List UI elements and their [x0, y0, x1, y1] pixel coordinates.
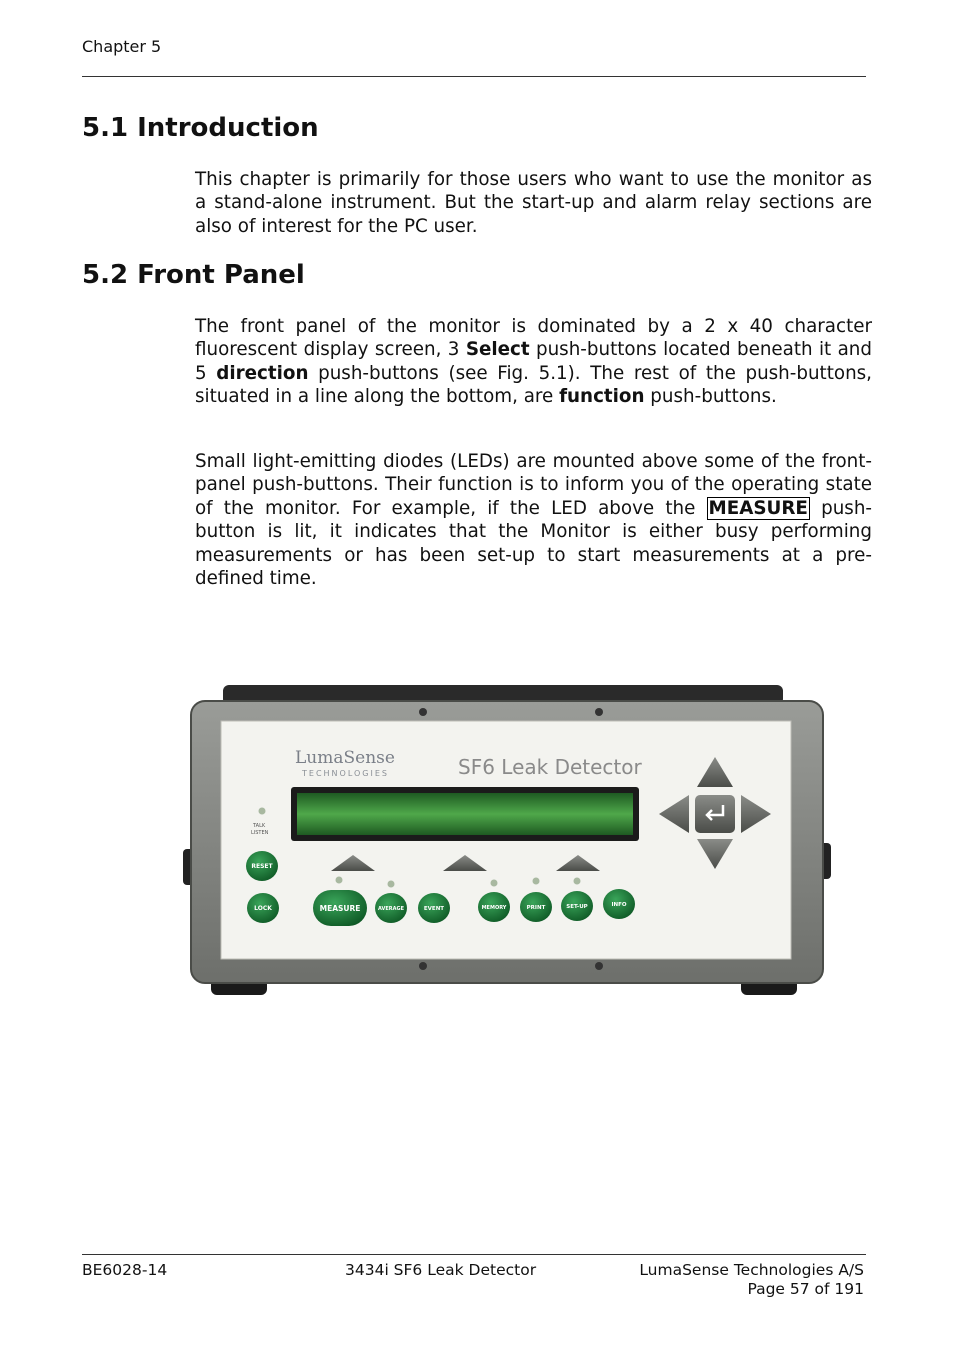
section-heading-introduction: 5.1 Introduction	[82, 113, 319, 143]
chapter-label: Chapter 5	[82, 37, 162, 56]
measure-button-label: MEASURE	[319, 904, 361, 913]
average-button[interactable]	[375, 893, 407, 923]
print-button-label: PRINT	[526, 905, 546, 911]
measure-led	[336, 877, 343, 884]
led-paragraph	[195, 450, 872, 590]
talk-label: TALK	[253, 823, 266, 829]
talk-led	[259, 808, 266, 815]
lock-button[interactable]	[247, 893, 279, 923]
device-title: SF6 Leak Detector	[458, 755, 642, 779]
event-button-label: EVENT	[423, 906, 445, 912]
memory-led	[491, 880, 498, 887]
footer-rule	[82, 1254, 866, 1255]
setup-button[interactable]	[561, 891, 593, 921]
section-heading-front-panel: 5.2 Front Panel	[82, 260, 305, 290]
setup-led	[574, 878, 581, 885]
print-button[interactable]	[520, 892, 552, 922]
screw	[419, 962, 427, 970]
setup-button-label: SET-UP	[566, 904, 588, 910]
listen-label: LISTEN	[251, 830, 269, 836]
brand-logo-subtext: TECHNOLOGIES	[302, 769, 389, 778]
text-run: The front panel of the monitor is dominated by a 2 x 40 character fluorescent display screen, 3	[195, 316, 872, 361]
reset-button-label: RESET	[251, 863, 273, 870]
header-rule	[82, 76, 866, 77]
text-run: push-buttons (see Fig. 5.1). The rest of the push-buttons, situated in a line along the bottom, are	[195, 362, 872, 408]
footer-product: 3434i SF6 Leak Detector	[345, 1261, 537, 1279]
screw	[595, 708, 603, 716]
front-panel-paragraph	[195, 315, 872, 409]
lock-button-label: LOCK	[254, 905, 272, 912]
print-led	[533, 878, 540, 885]
memory-button[interactable]	[478, 892, 510, 922]
measure-button[interactable]	[313, 890, 367, 926]
device-front-panel-photo	[183, 683, 831, 1001]
intro-paragraph: This chapter is primarily for those users who want to use the monitor as a stand-alone instrument. But the start-up and alarm relay sections are also of interest for the PC user.	[195, 169, 872, 237]
text-run: push-buttons.	[644, 386, 777, 408]
info-button-label: INFO	[611, 902, 627, 908]
screw	[419, 708, 427, 716]
memory-button-label: MEMORY	[481, 905, 507, 911]
brand-logo-text: LumaSense	[295, 748, 395, 768]
bold-term-function: function	[559, 386, 645, 408]
average-button-label: AVERAGE	[377, 906, 405, 912]
bold-term-select: Select	[465, 339, 530, 361]
footer-doc-id: BE6028-14	[82, 1261, 168, 1279]
info-button[interactable]	[603, 889, 635, 919]
footer-company: LumaSense Technologies A/S	[639, 1261, 864, 1279]
text-run: Small light-emitting diodes (LEDs) are mounted above some of the front-panel push-buttons. Their function is to inform you of the operating state of the monitor. For example, if the LED above the	[195, 451, 872, 519]
event-button[interactable]	[418, 893, 450, 923]
reset-button[interactable]	[246, 851, 278, 881]
bold-term-direction: direction	[216, 362, 309, 384]
average-led	[388, 881, 395, 888]
text-run: push-buttons located beneath it and 5	[195, 339, 872, 384]
screw	[595, 962, 603, 970]
text-run: push-button is lit, it indicates that the Monitor is either busy performing measurements or has been set-up to start measurements at a pre-defined time.	[195, 497, 872, 590]
footer-page-number: Page 57 of 191	[747, 1280, 864, 1298]
fluorescent-display	[297, 793, 633, 835]
measure-key-label: MEASURE	[708, 497, 808, 519]
